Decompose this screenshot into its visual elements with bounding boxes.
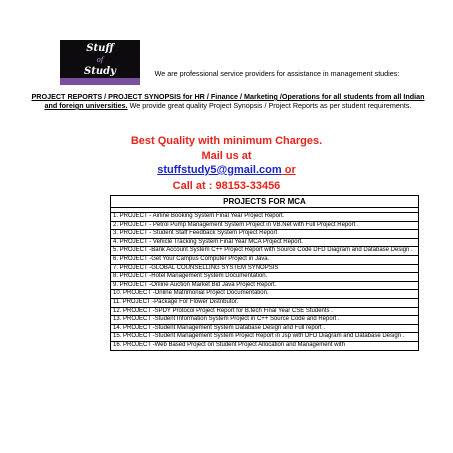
table-row: 9. PROJECT -Online Auction Market Bid Java Project Report. [111,281,419,290]
table-row: 11. PROJECT -Package For Flower Distributor. [111,298,419,307]
table-row: 16. PROJECT -Web Based Project on Student Project Allocation and Management with [111,341,419,350]
projects-table [110,195,419,351]
services-rest: We provide great quality Project Synopsis / Project Reports as per student requirements. [127,101,412,110]
table-row: 10. PROJECT -Online Matrimonial Project Documentation. [111,290,419,299]
table-row: 4. PROJECT - Vehicle Tracking System Final Year MCA Project Report. [111,238,419,247]
logo-line-1: Stuff [86,43,114,54]
table-row: 14. PROJECT -Student Management System Database Design and Full report . [111,324,419,333]
logo-line-2: of [96,56,104,64]
table-row: 7. PROJECT -GLOBAL COUNSELLING SYSTEM SYNOPSIS [111,264,419,273]
intro-text: We are professional service providers for assistance in management studies: [154,69,400,78]
mail-us-heading: Mail us at [201,150,252,162]
table-row: 12. PROJECT -SPDY Protocol Project Report for B.tech Final Year CSE Students . [111,307,419,316]
services-paragraph [28,92,428,110]
stuff-of-study-logo [60,40,140,85]
email-link[interactable]: stuffstudy5@gmail.com [157,164,282,176]
table-row: 13. PROJECT -Student Information System Project in C++ Source Code and Report . [111,316,419,325]
projects-table-header: PROJECTS FOR MCA [111,196,419,208]
logo-line-3: Study [84,66,116,77]
email-or: or [281,164,296,176]
table-row: 15. PROJECT -Student Management System Project Report in Jsp with DFD Diagram and Database Design . [111,333,419,342]
best-quality-heading: Best Quality with minimum Charges. [130,135,323,147]
table-row: 6. PROJECT -Get Your Campus Computer Project in Java. [111,255,419,264]
table-row: 5. PROJECT -Bank Account System C++ Project Report with Source Code DFD Diagram and Database Design . [111,247,419,256]
services-highlight: PROJECT REPORTS / PROJECT SYNOPSIS for HR / Finance / Marketing /Operations for all students from all Indian and foreign universities. [31,92,425,110]
table-row: 1. PROJECT - Airline Booking System Final Year Project Report. [111,213,419,222]
email-line [0,164,453,176]
call-heading: Call at : 98153-33456 [172,180,281,192]
table-row: 8. PROJECT -Hotel Management System Documentation. [111,273,419,282]
table-row: 3. PROJECT - Student Staff Feedback System Project Report [111,230,419,239]
table-row: 2. PROJECT - Petrol Pump Management System Project in VB.Net with Full Project Report . [111,221,419,230]
